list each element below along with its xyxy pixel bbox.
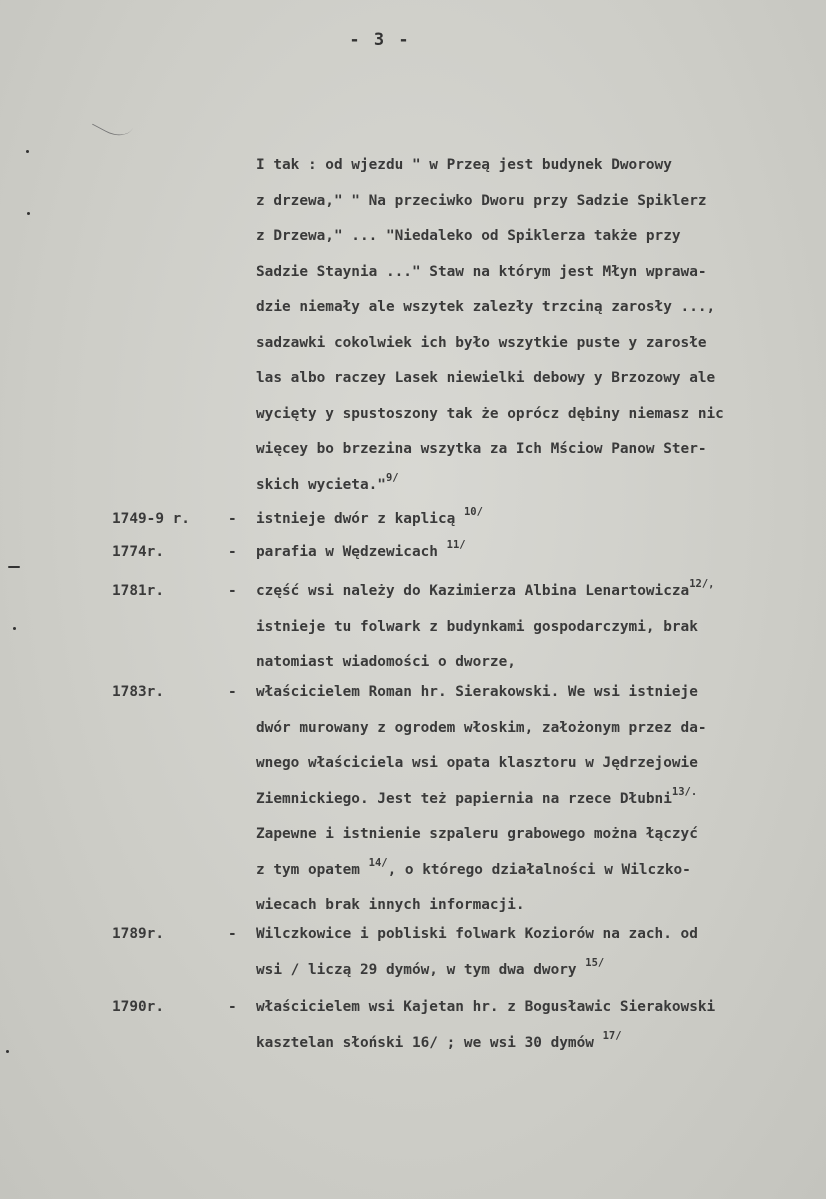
footnote-ref: 9/ bbox=[385, 471, 399, 484]
entry-line: właścicielem Roman hr. Sierakowski. We wsi istnieje bbox=[256, 684, 698, 700]
entry-line bbox=[256, 782, 707, 818]
entry-dash: - bbox=[228, 926, 237, 942]
footnote-ref: 14/ bbox=[368, 856, 388, 869]
entry-text: wsi / liczą 29 dymów, w tym dwa dwory bbox=[256, 961, 577, 978]
entry-date: 1783r. bbox=[112, 684, 164, 700]
entry-line: wiecach brak innych informacji. bbox=[256, 897, 525, 913]
pencil-mark bbox=[92, 101, 138, 143]
footnote-ref: 12/, bbox=[689, 578, 715, 590]
entry-line: istnieje tu folwark z budynkami gospodarczymi, brak bbox=[256, 618, 698, 635]
entry-line bbox=[256, 574, 715, 610]
entry-line bbox=[256, 853, 707, 889]
entry-dash: - bbox=[228, 544, 237, 560]
entry-body bbox=[256, 502, 483, 538]
entry-line: natomiast wiadomości o dworze, bbox=[256, 654, 516, 670]
intro-line: sadzawki cokolwiek ich było wszytkie puste y zarosłe bbox=[256, 334, 707, 351]
intro-line: więcey bo brzezina wszytka za Ich Mściow Panow Ster- bbox=[256, 441, 707, 457]
intro-line bbox=[256, 468, 724, 504]
intro-line: dzie niemały ale wszytek zalezły trzciną zarosły ..., bbox=[256, 299, 716, 315]
footnote-ref: 10/ bbox=[463, 506, 483, 518]
page-number: - 3 - bbox=[349, 30, 411, 50]
entry-body bbox=[256, 917, 698, 988]
intro-line: z drzewa," " Na przeciwko Dworu przy Sadzie Spiklerz bbox=[256, 192, 707, 209]
entry-line bbox=[256, 953, 698, 989]
entry-text: , o którego działalności w Wilczko- bbox=[387, 861, 691, 878]
entry-text: z tym opatem bbox=[256, 861, 360, 878]
intro-paragraph bbox=[256, 148, 724, 503]
entry-text: istnieje dwór z kaplicą bbox=[256, 511, 456, 527]
intro-line: z Drzewa," ... "Niedaleko od Spiklerza także przy bbox=[256, 228, 681, 244]
entry-line: wnego właściciela wsi opata klasztoru w Jędrzejowie bbox=[256, 755, 698, 771]
entry-date: 1781r. bbox=[112, 583, 164, 599]
margin-dot bbox=[6, 1050, 9, 1053]
entry-date: 1789r. bbox=[112, 926, 164, 942]
entry-date: 1790r. bbox=[112, 999, 164, 1015]
intro-line-text: skich wycieta." bbox=[256, 476, 386, 493]
entry-dash: - bbox=[228, 511, 237, 527]
entry-line: Zapewne i istnienie szpaleru grabowego można łączyć bbox=[256, 826, 698, 842]
footnote-ref: 11/ bbox=[446, 539, 466, 551]
margin-dash bbox=[8, 566, 20, 568]
intro-line: las albo raczey Lasek niewielki debowy y Brzozowy ale bbox=[256, 370, 716, 386]
entry-dash: - bbox=[228, 684, 237, 700]
intro-line: wycięty y spustoszony tak że oprócz dębiny niemasz nic bbox=[256, 405, 724, 422]
entry-dash: - bbox=[228, 999, 237, 1015]
entry-date: 1749-9 r. bbox=[112, 511, 190, 527]
entry-line: właścicielem wsi Kajetan hr. z Bogusławic Sierakowski bbox=[256, 999, 716, 1015]
entry-text: parafia w Wędzewicach bbox=[256, 544, 438, 560]
entry-line: Wilczkowice i pobliski folwark Koziorów na zach. od bbox=[256, 926, 698, 942]
footnote-ref: 17/ bbox=[602, 1029, 622, 1042]
entry-dash: - bbox=[228, 583, 237, 599]
intro-line: I tak : od wjezdu " w Przeą jest budynek Dworowy bbox=[256, 157, 672, 173]
entry-text: część wsi należy do Kazimierza Albina Lenartowicza bbox=[256, 583, 690, 599]
margin-dot bbox=[13, 627, 16, 630]
entry-text: kasztelan słoński 16/ ; we wsi 30 dymów bbox=[256, 1034, 594, 1051]
footnote-ref: 15/ bbox=[585, 956, 605, 969]
footnote-ref: 13/. bbox=[671, 785, 698, 798]
margin-dot bbox=[27, 212, 30, 215]
intro-line: Sadzie Staynia ..." Staw na którym jest Młyn wprawa- bbox=[256, 263, 707, 280]
entry-body bbox=[256, 990, 715, 1061]
entry-line bbox=[256, 1026, 715, 1062]
entry-text: Ziemnickiego. Jest też papiernia na rzece Dłubni bbox=[256, 790, 672, 807]
entry-body bbox=[256, 574, 715, 681]
entry-body bbox=[256, 675, 707, 924]
margin-dot bbox=[26, 150, 29, 153]
entry-date: 1774r. bbox=[112, 544, 164, 560]
entry-line: dwór murowany z ogrodem włoskim, założonym przez da- bbox=[256, 719, 707, 736]
entry-body bbox=[256, 535, 466, 571]
